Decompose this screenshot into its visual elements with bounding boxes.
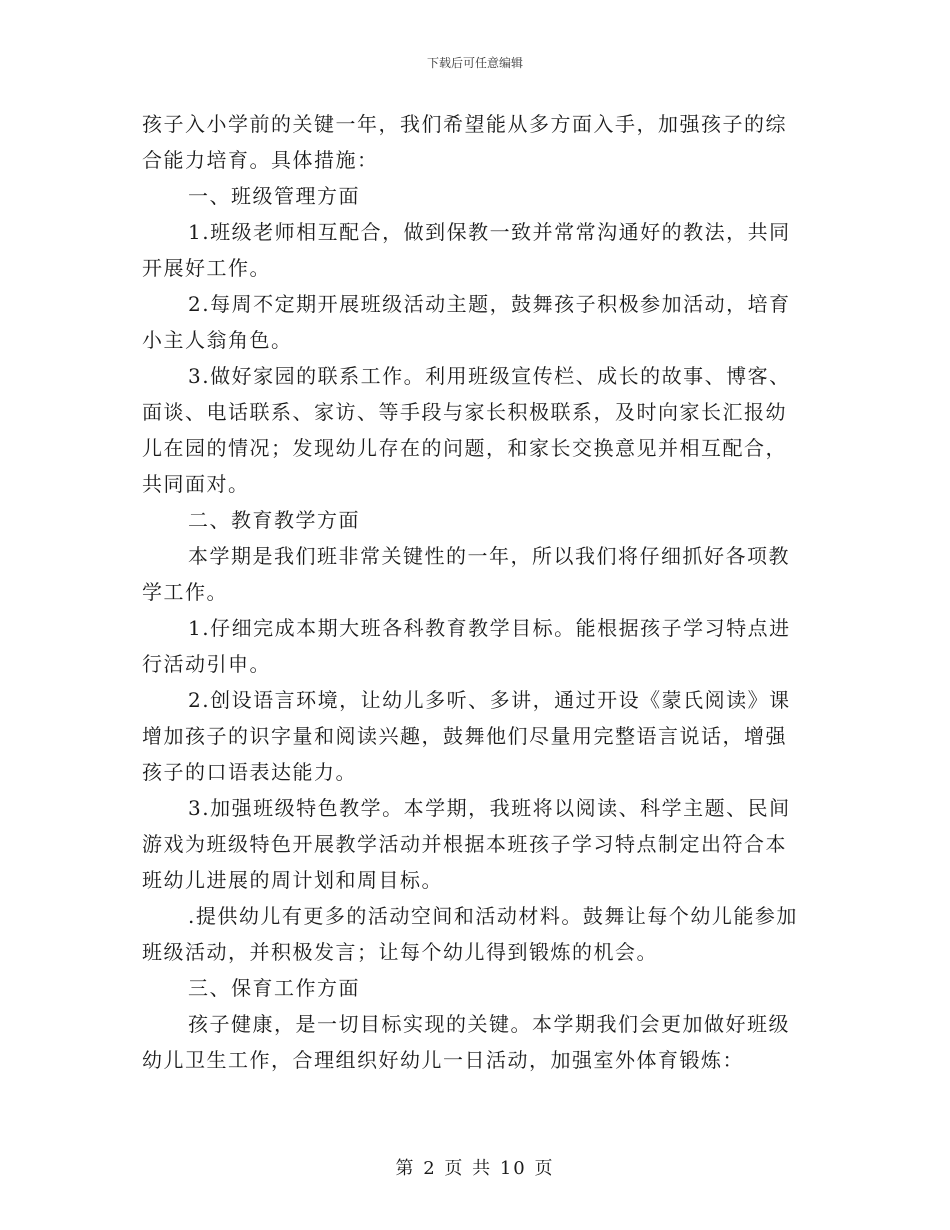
text-line: 班级活动，并积极发言；让每个幼儿得到锻炼的机会。 <box>142 940 658 964</box>
text-line: 孩子健康，是一切目标实现的关键。本学期我们会更加做好班级 <box>188 1012 790 1036</box>
text-line: 三、保育工作方面 <box>188 976 360 1000</box>
text-line: 共同面对。 <box>142 472 250 496</box>
text-line: 3.做好家园的联系工作。利用班级宣传栏、成长的故事、博客、 <box>188 364 791 388</box>
text-line: 1.仔细完成本期大班各科教育教学目标。能根据孩子学习特点进 <box>188 616 791 640</box>
text-line: 开展好工作。 <box>142 256 271 280</box>
text-line: 2.每周不定期开展班级活动主题，鼓舞孩子积极参加活动，培育 <box>188 292 791 316</box>
text-line: 一、班级管理方面 <box>188 184 360 208</box>
text-line: 面谈、电话联系、家访、等手段与家长积极联系，及时向家长汇报幼 <box>142 400 787 424</box>
text-line: 增加孩子的识字量和阅读兴趣，鼓舞他们尽量用完整语言说话，增强 <box>142 724 787 748</box>
text-line: 二、教育教学方面 <box>188 508 360 532</box>
document-body <box>142 106 810 1078</box>
text-line: 学工作。 <box>142 580 228 604</box>
text-line: 孩子入小学前的关键一年，我们希望能从多方面入手，加强孩子的综 <box>142 112 787 136</box>
page-header-note: 下载后可任意编辑 <box>426 56 523 70</box>
text-line: 小主人翁角色。 <box>142 328 293 352</box>
text-line: 班幼儿进展的周计划和周目标。 <box>142 868 443 892</box>
text-line: 行活动引申。 <box>142 652 271 676</box>
page-number-footer: 第 2 页 共 10 页 <box>395 1158 555 1179</box>
text-line: 合能力培育。具体措施： <box>142 148 379 172</box>
text-line: 1.班级老师相互配合，做到保教一致并常常沟通好的教法，共同 <box>188 220 791 244</box>
text-line: .提供幼儿有更多的活动空间和活动材料。鼓舞让每个幼儿能参加 <box>188 904 798 928</box>
text-line: 2.创设语言环境，让幼儿多听、多讲，通过开设《蒙氏阅读》课 <box>188 688 791 712</box>
text-line: 本学期是我们班非常关键性的一年，所以我们将仔细抓好各项教 <box>188 544 790 568</box>
text-line: 孩子的口语表达能力。 <box>142 760 357 784</box>
text-line: 儿在园的情况；发现幼儿存在的问题，和家长交换意见并相互配合， <box>142 436 787 460</box>
text-line: 3.加强班级特色教学。本学期，我班将以阅读、科学主题、民间 <box>188 796 791 820</box>
text-line: 幼儿卫生工作，合理组织好幼儿一日活动，加强室外体育锻炼： <box>142 1048 744 1072</box>
text-line: 游戏为班级特色开展教学活动并根据本班孩子学习特点制定出符合本 <box>142 832 787 856</box>
